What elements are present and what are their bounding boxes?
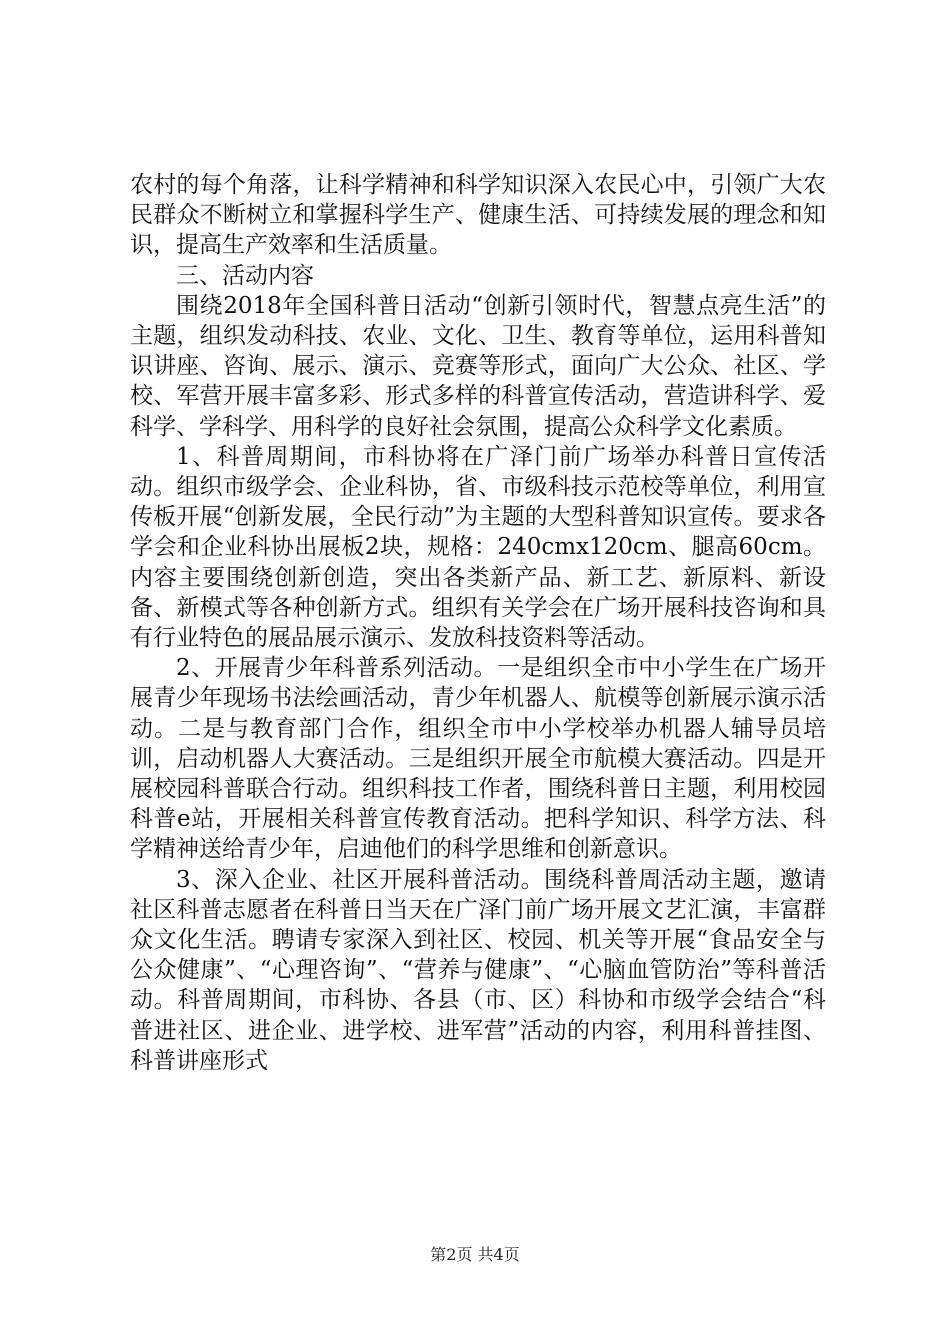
- paragraph-item-1: 1、科普周期间，市科协将在广泽门前广场举办科普日宣传活动。组织市级学会、企业科协，省、市级科技示范校等单位，利用宣传板开展“创新发展，全民行动”为主题的大型科普知识宣传。要求各学会和企业科协出展板2块，规格：240cmx120cm、腿高60cm。内容主要围绕创新创造，突出各类新产品、新工艺、新原料、新设备、新模式等各种创新方式。组织有关学会在广场开展科技咨询和具有行业特色的展品展示演示、发放科技资料等活动。: [130, 443, 826, 652]
- paragraph-theme: 围绕2018年全国科普日活动“创新引领时代，智慧点亮生活”的主题，组织发动科技、农业、文化、卫生、教育等单位，运用科普知识讲座、咨询、展示、演示、竞赛等形式，面向广大公众、社区、学校、军营开展丰富多彩、形式多样的科普宣传活动，营造讲科学、爱科学、学科学、用科学的良好社会氛围，提高公众科学文化素质。: [130, 292, 826, 440]
- paragraph-item-2: 2、开展青少年科普系列活动。一是组织全市中小学生在广场开展青少年现场书法绘画活动，青少年机器人、航模等创新展示演示活动。二是与教育部门合作，组织全市中小学校举办机器人辅导员培训，启动机器人大赛活动。三是组织开展全市航模大赛活动。四是开展校园科普联合行动。组织科技工作者，围绕科普日主题，利用校园科普e站，开展相关科普宣传教育活动。把科学知识、科学方法、科学精神送给青少年，启迪他们的科学思维和创新意识。: [130, 655, 826, 863]
- section-heading-activity-content: 三、活动内容: [176, 262, 314, 289]
- paragraph-item-3: 3、深入企业、社区开展科普活动。围绕科普周活动主题，邀请社区科普志愿者在科普日当天在广泽门前广场开展文艺汇演，丰富群众文化生活。聘请专家深入到社区、校园、机关等开展“食品安全与公众健康”、“心理咨询”、“营养与健康”、“心脑血管防治”等科普活动。科普周期间，市科协、各县（市、区）科协和市级学会结合“科普进社区、进企业、进学校、进军营”活动的内容，利用科普挂图、科普讲座形式: [130, 866, 826, 1074]
- page-footer: 第2页 共4页: [430, 1245, 520, 1264]
- paragraph-continued: 农村的每个角落，让科学精神和科学知识深入农民心中，引领广大农民群众不断树立和掌握科学生产、健康生活、可持续发展的理念和知识，提高生产效率和生活质量。: [130, 172, 826, 259]
- document-body: [130, 170, 826, 1076]
